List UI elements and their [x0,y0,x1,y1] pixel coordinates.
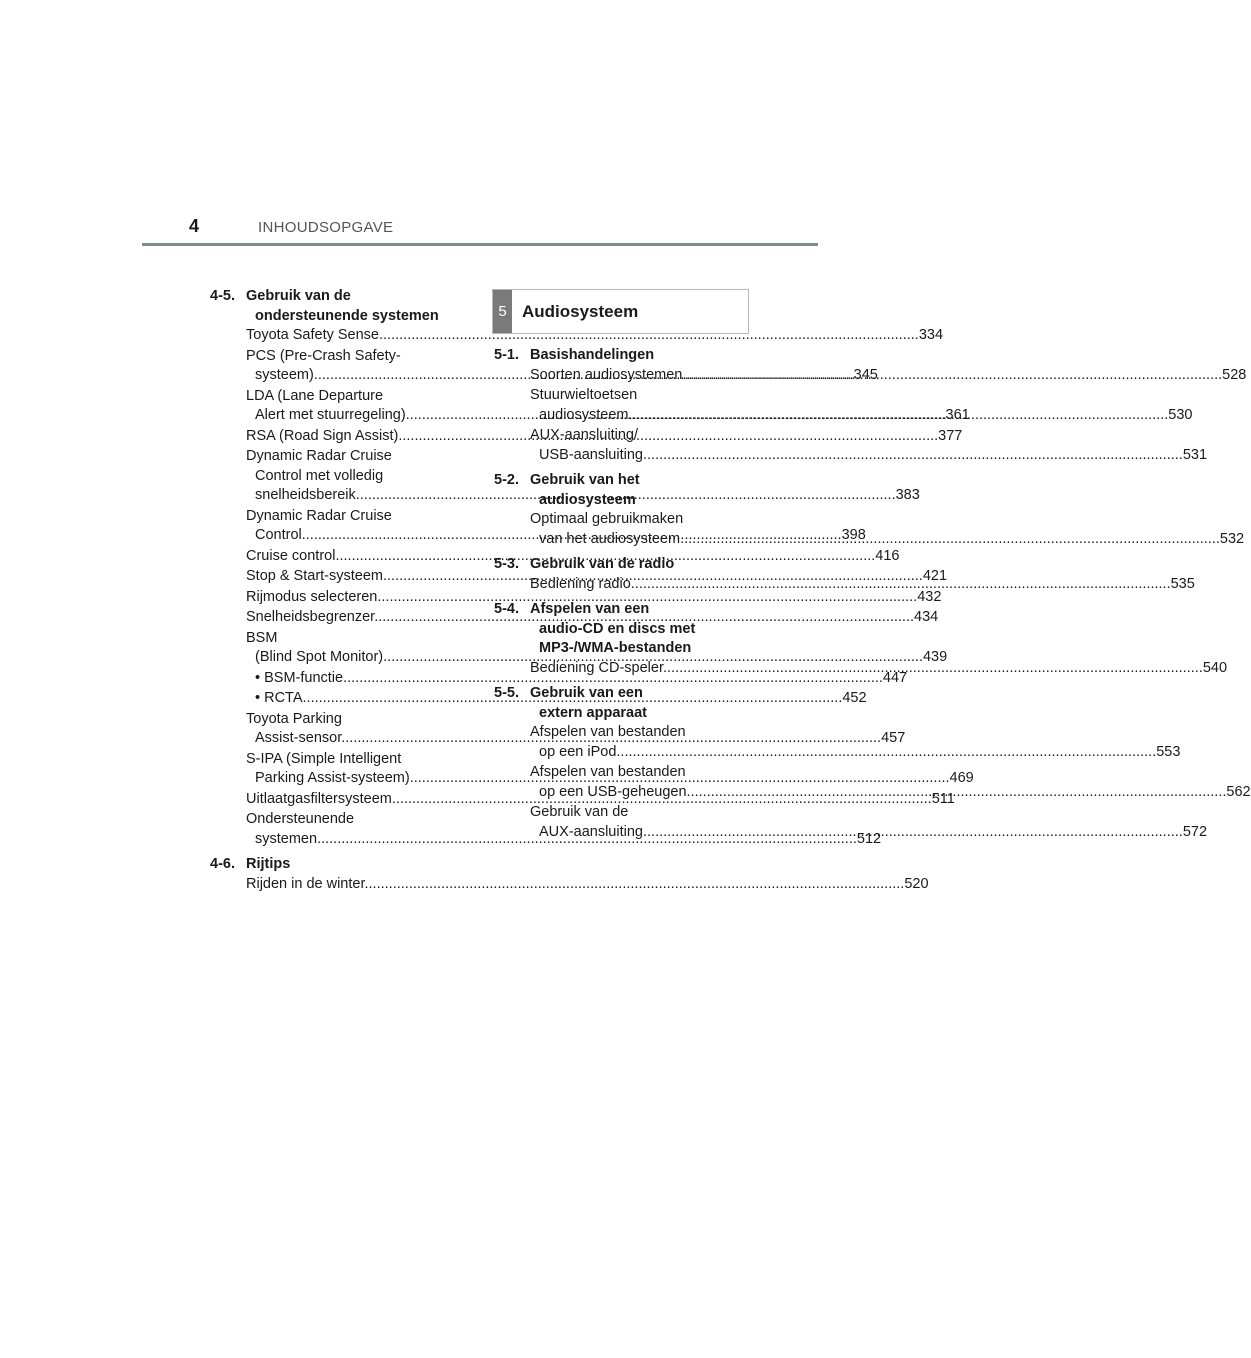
entry-text: RSA (Road Sign Assist) [246,427,399,444]
toc-entry[interactable] [210,875,929,895]
section-title [530,685,742,723]
toc-entry[interactable] [210,326,944,346]
entry-text: Uitlaatgasfiltersysteem [246,790,392,807]
section-heading [210,287,458,326]
entry-text: Rijmodus selecteren [246,588,378,605]
entry-page-number: 469 [949,770,974,786]
entry-text-line: Optimaal gebruikmaken [530,511,684,527]
section-number: 5-3. [494,556,519,572]
dot-leader [643,447,1183,463]
entry-text: Bediening radio [530,575,631,592]
entry-text-line: S-IPA (Simple Intelligent [246,750,402,767]
entry-text-line: AUX-aansluiting/ [530,427,638,443]
entry-leader-line [530,743,1181,763]
entry-page-number: 572 [1182,823,1208,840]
entry-page-number: 432 [917,588,942,605]
section-number: 5-2. [494,472,519,488]
entry-text: • BSM-functie [255,669,344,686]
entry-page-number: 421 [922,568,948,584]
toc-entry[interactable] [210,669,908,689]
entry-text: USB-aansluiting [539,446,643,463]
section-number: 4-5. [210,288,235,304]
section-title-line: Gebruik van het [530,472,640,488]
section-heading [494,600,742,659]
section-title-line: Gebruik van de [246,288,351,304]
entry-page-number: 512 [856,830,882,847]
entry-leader-line [246,326,944,346]
page-number: 4 [189,216,200,236]
entry-page-number: 383 [895,487,920,503]
section-title-line: Basishandelingen [530,347,655,363]
entry-text: audiosysteem [539,406,629,423]
entry-page-number: 398 [841,527,866,543]
section-title [246,288,458,326]
entry-page-number: 447 [882,669,908,686]
dot-leader [631,576,1171,592]
chapter-heading [492,289,749,334]
dot-leader [682,367,1222,383]
section-title [530,472,742,510]
entry-text: systemen [255,830,318,847]
section-title-line: Gebruik van een [530,685,643,701]
entry-page-number: 416 [875,547,900,564]
section-title-line: Afspelen van een [530,601,650,617]
section-title-line: Rijtips [246,856,291,872]
entry-page-number: 452 [842,690,867,706]
entry-text-line: Dynamic Radar Cruise [246,507,392,524]
section-title-line: audiosysteem [539,491,636,508]
entry-text-line: BSM [246,629,278,646]
section-number: 5-1. [494,347,519,363]
entry-text: Bediening CD-speler [530,659,663,676]
dot-leader [616,744,1156,760]
chapter-title: Audiosysteem [522,301,639,321]
section-heading [210,855,458,875]
section-heading [494,471,742,510]
section-heading [494,346,742,366]
entry-leader-line [246,669,908,689]
entry-text: op een iPod [539,743,617,760]
section-title-line: MP3-/WMA-bestanden [539,640,692,656]
entry-page-number: 377 [938,427,963,444]
entry-page-number: 532 [1219,530,1245,547]
section-number: 5-4. [494,601,519,617]
entry-text: Control [255,527,302,543]
section-title [530,347,654,363]
entry-page-number: 562 [1226,783,1251,800]
entry-text: snelheidsbereik [255,487,356,503]
entry-page-number: 528 [1222,366,1247,383]
entry-text-line: Gebruik van de [530,804,629,820]
dot-leader [365,876,905,892]
dot-leader [687,784,1227,800]
entry-text: systeem) [255,367,314,383]
entry-page-number: 540 [1202,659,1228,676]
entry-text: Snelheidsbegrenzer [246,609,375,625]
section-title-line: Gebruik van de radio [530,556,675,572]
page-header-title: INHOUDSOPGAVE [258,219,394,236]
section-number: 4-6. [210,856,235,872]
section-heading [494,555,742,575]
entry-text: Soorten audiosystemen [530,366,683,383]
entry-page-number: 334 [918,327,944,343]
entry-text-line: Stuurwieltoetsen [530,387,638,403]
entry-page-number: 530 [1168,406,1193,423]
dot-leader [663,660,1203,676]
dot-leader [643,824,1183,840]
section-title-line: ondersteunende systemen [255,307,439,324]
section-title [246,856,290,872]
entry-text: Parking Assist-systeem) [255,770,410,786]
section-title [530,601,742,659]
entry-page-number: 361 [945,407,970,423]
entry-text: Toyota Safety Sense [246,327,379,343]
entry-text: Assist-sensor [255,730,342,746]
toc-section [210,855,929,894]
entry-text: op een USB-geheugen [539,783,687,800]
toc-entry[interactable] [210,588,942,608]
section-heading [494,684,742,723]
entry-page-number: 345 [853,367,878,383]
dot-leader [680,531,1220,547]
section-title [530,556,674,572]
entry-text-line: Control met volledig [255,467,384,484]
entry-text: Alert met stuurregeling) [255,407,406,423]
entry-leader-line [246,588,942,608]
entry-text-line: Afspelen van bestanden [530,764,686,780]
section-number: 5-5. [494,685,519,701]
entry-page-number: 531 [1182,446,1208,463]
entry-page-number: 434 [914,609,939,625]
entry-text: Cruise control [246,547,336,564]
entry-text: AUX-aansluiting [539,823,643,840]
entry-text: (Blind Spot Monitor) [255,649,384,665]
entry-page-number: 457 [881,730,906,746]
entry-page-number: 439 [922,649,948,665]
entry-page-number: 520 [904,875,929,892]
entry-page-number: 535 [1170,575,1195,592]
header-divider [142,243,818,246]
entry-page-number: 511 [931,790,955,807]
entry-text: Stop & Start-systeem [246,568,383,584]
section-title-line: audio-CD en discs met [539,620,696,637]
section-title-line: extern apparaat [539,704,647,721]
entry-text-line: Toyota Parking [246,710,342,727]
entry-text-line: Dynamic Radar Cruise [246,448,392,464]
chapter-number-tab: 5 [493,290,512,333]
entry-text-line: Afspelen van bestanden [530,724,686,740]
entry-text-line: Ondersteunende [246,811,355,827]
entry-text-line: LDA (Lane Departure [246,387,384,404]
entry-page-number: 553 [1156,743,1181,760]
entry-text-line: PCS (Pre-Crash Safety- [246,347,401,364]
entry-leader-line [530,446,1208,466]
entry-leader-line [246,875,929,895]
dot-leader [628,407,1168,423]
entry-text: van het audiosysteem [539,530,681,547]
entry-text: • RCTA [255,690,303,706]
entry-text: Rijden in de winter [246,875,365,892]
